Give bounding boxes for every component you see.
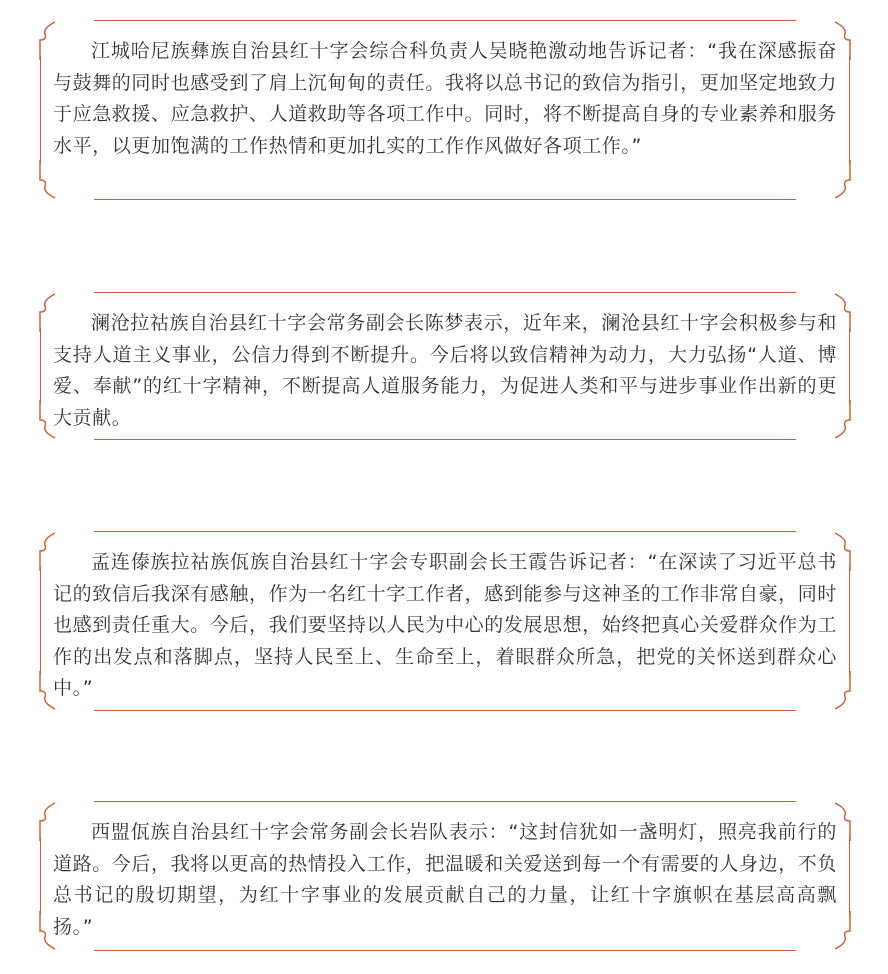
- quote-card-1: [40, 20, 850, 200]
- quote-card-3: [40, 531, 850, 711]
- frame-left-line: [40, 837, 41, 915]
- frame-left-line: [40, 56, 41, 164]
- corner-ornament-icon: [833, 160, 851, 200]
- frame-left-line: [40, 567, 41, 675]
- quote-paragraph: 孟连傣族拉祜族佤族自治县红十字会专职副会长王霞告诉记者：“在深读了习近平总书记的致信后我深有感触，作为一名红十字工作者，感到能参与这神圣的工作非常自豪，同时也感到责任重大。今后，我们要坚持以人民为中心的发展思想，始终把真心关爱群众作为工作的出发点和落脚点，坚持人民至上、生命至上，着眼群众所急，把党的关怀送到群众心中。”: [53, 551, 838, 699]
- quote-paragraph: 澜沧拉祜族自治县红十字会常务副会长陈梦表示，近年来，澜沧县红十字会积极参与和支持人道主义事业，公信力得到不断提升。今后将以致信精神为动力，大力弘扬“人道、博爱、奉献”的红十字精神，不断提高人道服务能力，为促进人类和平与进步事业作出新的更大贡献。: [53, 312, 837, 429]
- frame-top-line: [94, 531, 796, 532]
- frame-right-line: [849, 328, 850, 404]
- frame-top-line: [94, 20, 796, 21]
- corner-ornament-icon: [39, 160, 57, 200]
- quote-card-2: [40, 292, 850, 440]
- quote-card-4: [40, 801, 850, 951]
- frame-bottom-line: [94, 710, 796, 711]
- frame-right-line: [849, 837, 850, 915]
- frame-bottom-line: [94, 199, 796, 200]
- frame-top-line: [94, 292, 796, 293]
- quote-paragraph: 江城哈尼族彝族自治县红十字会综合科负责人吴晓艳激动地告诉记者：“我在深感振奋与鼓舞的同时也感受到了肩上沉甸甸的责任。我将以总书记的致信为指引，更加坚定地致力于应急救援、应急救护、人道救助等各项工作中。同时，将不断提高自身的专业素养和服务水平，以更加饱满的工作热情和更加扎实的工作作风做好各项工作。”: [53, 40, 838, 157]
- frame-bottom-line: [94, 439, 796, 440]
- frame-right-line: [849, 56, 850, 164]
- frame-right-line: [849, 567, 850, 675]
- frame-bottom-line: [94, 950, 796, 951]
- frame-top-line: [94, 801, 796, 802]
- quote-paragraph: 西盟佤族自治县红十字会常务副会长岩队表示：“这封信犹如一盏明灯，照亮我前行的道路。今后，我将以更高的热情投入工作，把温暖和关爱送到每一个有需要的人身边，不负总书记的殷切期望，为红十字事业的发展贡献自己的力量，让红十字旗帜在基层高高飘扬。”: [53, 821, 838, 938]
- frame-left-line: [40, 328, 41, 404]
